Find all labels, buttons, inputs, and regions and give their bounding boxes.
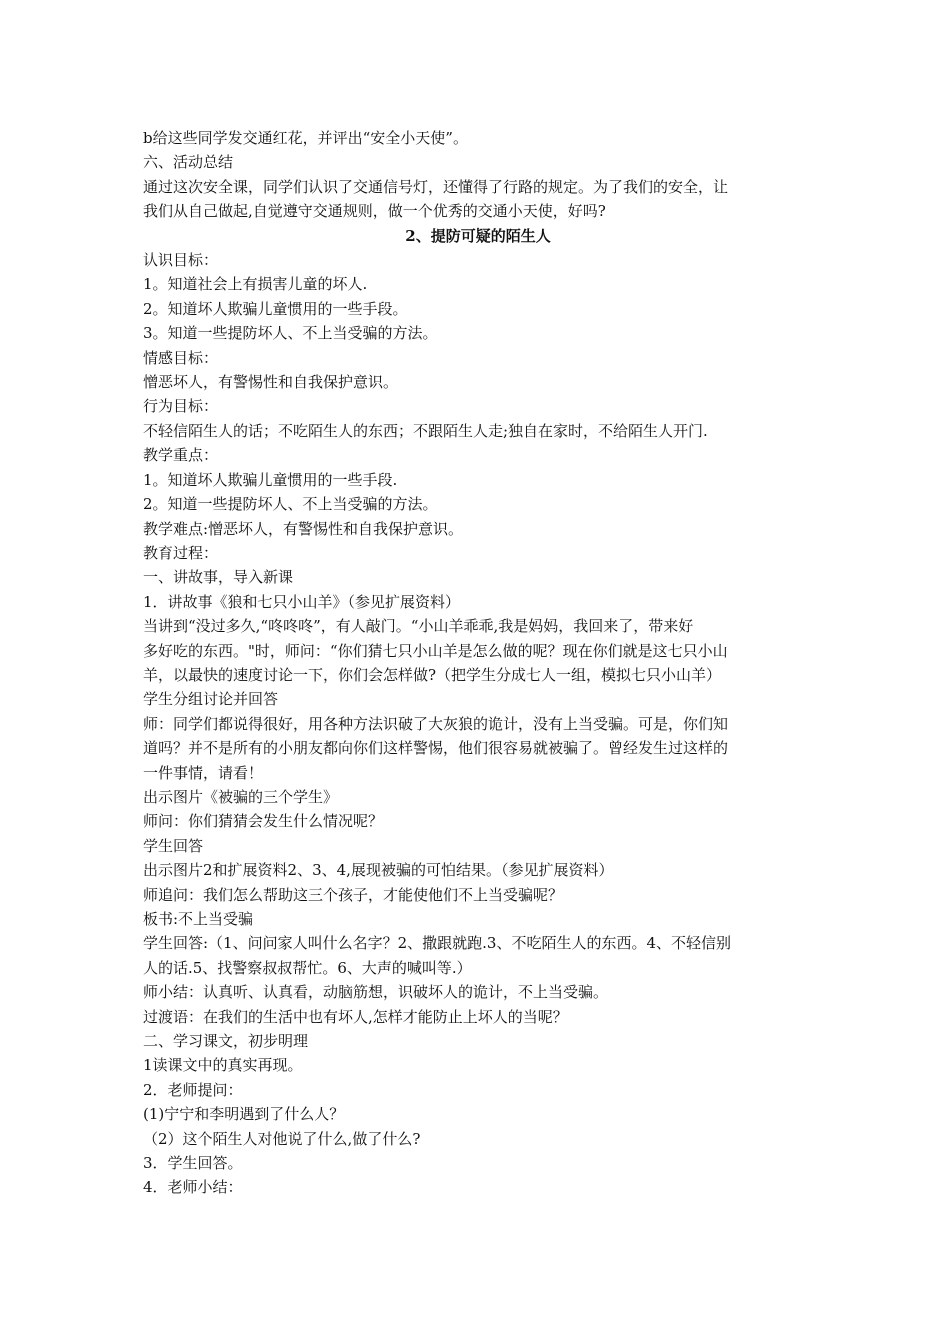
body-line: 行为目标：	[143, 397, 219, 416]
body-line: 当讲到“没过多久,“咚咚咚”，有人敲门。“小山羊乖乖,我是妈妈，我回来了，带来好	[143, 617, 694, 636]
body-line: 过渡语：在我们的生活中也有坏人,怎样才能防止上坏人的当呢？	[143, 1007, 568, 1026]
body-line: 学生分组讨论并回答	[143, 690, 279, 709]
body-line: 2。知道一些提防坏人、不上当受骗的方法。	[143, 495, 438, 514]
body-line: 二、学习课文，初步明理	[143, 1032, 309, 1051]
body-line: 不轻信陌生人的话；不吃陌生人的东西；不跟陌生人走;独自在家时，不给陌生人开门.	[143, 421, 708, 440]
body-line: 1。知道社会上有损害儿童的坏人.	[143, 275, 368, 294]
body-line: 认识目标：	[143, 251, 219, 270]
body-line: 师追问：我们怎么帮助这三个孩子，才能使他们不上当受骗呢？	[143, 885, 564, 904]
body-line: 4．老师小结：	[143, 1178, 243, 1197]
body-line: 教学难点:憎恶坏人，有警惕性和自我保护意识。	[143, 519, 464, 538]
body-line: 出示图片2和扩展资料2、3、4,展现被骗的可怕结果。（参见扩展资料）	[143, 861, 614, 880]
text-line: 通过这次安全课，同学们认识了交通信号灯，还懂得了行路的规定。为了我们的安全，让	[143, 177, 729, 196]
body-line: (1)宁宁和李明遇到了什么人？	[143, 1105, 345, 1124]
text-line: 我们从自己做起,自觉遵守交通规则，做一个优秀的交通小天使，好吗?	[143, 202, 606, 221]
body-line: 板书:不上当受骗	[143, 910, 254, 928]
body-line: 道吗？并不是所有的小朋友都向你们这样警惕，他们很容易就被骗了。曾经发生过这样的	[143, 739, 729, 758]
body-line: 1．讲故事《狼和七只小山羊》（参见扩展资料）	[143, 592, 461, 611]
body-line: 学生回答:（1、问问家人叫什么名字？2、撒跟就跑.3、不吃陌生人的东西。4、不轻信别	[143, 934, 731, 953]
body-line: 1。知道坏人欺骗儿童惯用的一些手段.	[143, 470, 398, 489]
body-line: 多好吃的东西。"时，师问：“你们猜七只小山羊是怎么做的呢？现在你们就是这七只小山	[143, 641, 728, 660]
body-line: 情感目标：	[143, 348, 219, 367]
body-line: 学生回答	[143, 836, 204, 855]
body-line: 3．学生回答。	[143, 1154, 243, 1173]
text-line: b给这些同学发交通红花，并评出“安全小天使”。	[143, 129, 468, 147]
document-page	[143, 126, 813, 1200]
body-line: 一件事情，请看！	[143, 763, 264, 782]
section-title: 2、提防可疑的陌生人	[405, 226, 551, 245]
body-line: 3。知道一些提防坏人、不上当受骗的方法。	[143, 324, 438, 343]
body-line: 师问：你们猜猜会发生什么情况呢？	[143, 812, 384, 831]
body-line: 憎恶坏人，有警惕性和自我保护意识。	[143, 373, 399, 392]
body-line: 教育过程：	[143, 543, 219, 562]
body-line: 1读课文中的真实再现。	[143, 1056, 303, 1075]
body-line: （2）这个陌生人对他说了什么,做了什么?	[143, 1129, 421, 1148]
body-line: 2。知道坏人欺骗儿童惯用的一些手段。	[143, 299, 408, 318]
body-line: 师：同学们都说得很好，用各种方法识破了大灰狼的诡计，没有上当受骗。可是，你们知	[143, 714, 729, 733]
body-line: 出示图片《被骗的三个学生》	[143, 787, 339, 806]
body-line: 教学重点：	[143, 446, 219, 465]
body-line: 2．老师提问：	[143, 1080, 243, 1099]
body-line: 羊，以最快的速度讨论一下，你们会怎样做?（把学生分成七人一组，模拟七只小山羊）	[143, 665, 722, 684]
body-line: 师小结：认真听、认真看，动脑筋想，识破坏人的诡计，不上当受骗。	[143, 983, 609, 1002]
section-heading: 六、活动总结	[143, 153, 234, 172]
document-body	[143, 248, 813, 1200]
body-line: 一、讲故事，导入新课	[143, 568, 294, 587]
body-line: 人的话.5、找警察叔叔帮忙。6、大声的喊叫等.）	[143, 958, 472, 977]
